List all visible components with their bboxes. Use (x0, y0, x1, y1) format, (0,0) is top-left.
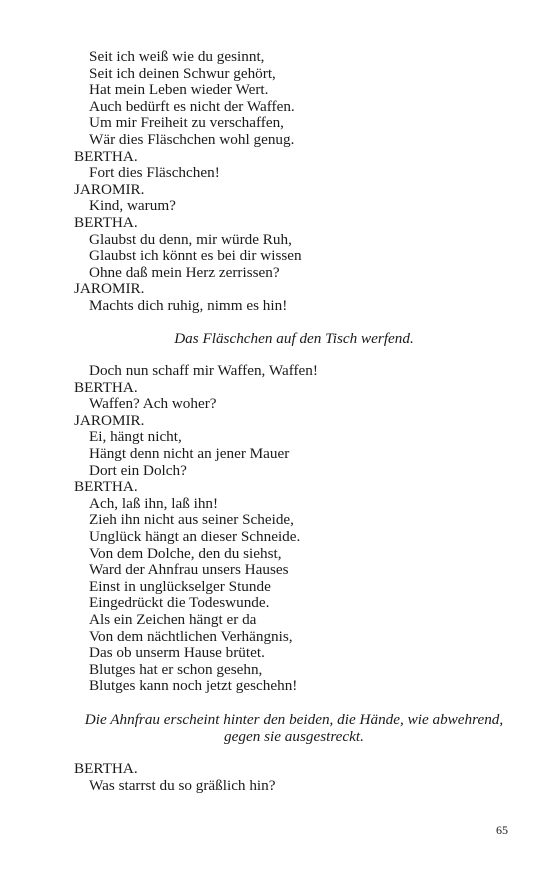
verse-line: Blutges kann noch jetzt geschehn! (89, 677, 298, 695)
verse-line: Blutges hat er schon gesehn, (89, 660, 263, 678)
dialogue-block-1 (74, 49, 514, 315)
verse-line: Von dem Dolche, den du siehst, (89, 544, 282, 562)
verse-line: Eingedrückt die Todeswunde. (89, 594, 270, 612)
speaker-name: JAROMIR. (74, 411, 145, 429)
verse-line: Um mir Freiheit zu verschaffen, (89, 114, 284, 132)
stage-direction: Die Ahnfrau erscheint hinter den beiden, die Hände, wie abwehrend, gegen sie ausgestreckt. (84, 710, 504, 745)
verse-line: Das ob unserm Hause brütet. (89, 644, 265, 662)
verse-line: Waffen? Ach woher? (89, 395, 217, 413)
speaker-name: BERTHA. (74, 147, 138, 165)
verse-line: Wär dies Fläschchen wohl genug. (89, 130, 295, 148)
verse-line: Ach, laß ihn, laß ihn! (89, 494, 219, 512)
verse-line: Als ein Zeichen hängt er da (89, 611, 257, 628)
verse-line: Was starrst du so gräßlich hin? (89, 776, 276, 794)
verse-line: Zieh ihn nicht aus seiner Scheide, (89, 511, 294, 529)
verse-line: Dort ein Dolch? (89, 461, 187, 479)
verse-line: Hat mein Leben wieder Wert. (89, 81, 269, 99)
speaker-name: BERTHA. (74, 478, 138, 496)
verse-line: Seit ich weiß wie du gesinnt, (89, 48, 265, 65)
dialogue-block-2 (74, 363, 514, 695)
verse-line: Fort dies Fläschchen! (89, 164, 220, 182)
speaker-name: JAROMIR. (74, 180, 145, 198)
verse-line: Ohne daß mein Herz zerrissen? (89, 263, 280, 281)
speaker-name: BERTHA. (74, 213, 138, 231)
verse-line: Einst in unglückselger Stunde (89, 577, 271, 595)
speaker-name: BERTHA. (74, 378, 138, 396)
verse-line: Unglück hängt an dieser Schneide. (89, 528, 301, 546)
verse-line: Glaubst du denn, mir würde Ruh, (89, 230, 292, 248)
play-text (74, 49, 514, 794)
speaker-name: BERTHA. (74, 759, 138, 777)
verse-line: Glaubst ich könnt es bei dir wissen (89, 247, 302, 265)
dialogue-block-3 (74, 761, 514, 794)
page-number: 65 (496, 823, 508, 837)
speaker-name: JAROMIR. (74, 280, 145, 298)
verse-line: Hängt denn nicht an jener Mauer (89, 445, 290, 463)
verse-line: Doch nun schaff mir Waffen, Waffen! (89, 362, 318, 380)
verse-line: Auch bedürft es nicht der Waffen. (89, 97, 295, 115)
verse-line: Ei, hängt nicht, (89, 428, 182, 446)
verse-line: Kind, warum? (89, 197, 176, 215)
verse-line: Seit ich deinen Schwur gehört, (89, 64, 276, 82)
verse-line: Ward der Ahnfrau unsers Hauses (89, 561, 289, 579)
verse-line: Machts dich ruhig, nimm es hin! (89, 296, 288, 314)
verse-line: Von dem nächtlichen Verhängnis, (89, 627, 293, 645)
stage-direction: Das Fläschchen auf den Tisch werfend. (174, 329, 414, 347)
